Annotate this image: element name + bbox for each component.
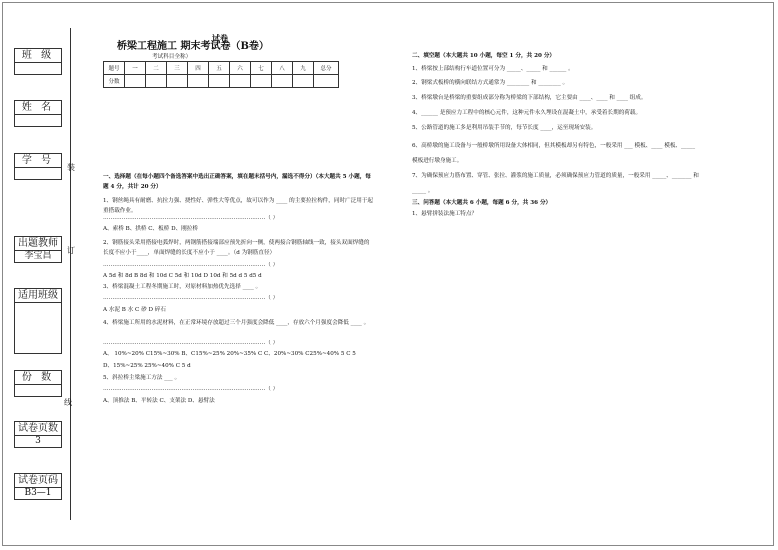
score-cell: 二 bbox=[146, 62, 167, 75]
binding-mark-ding: 订 bbox=[67, 246, 75, 255]
score-input[interactable] bbox=[125, 75, 146, 88]
student-id-box bbox=[14, 153, 62, 180]
score-cell: 四 bbox=[188, 62, 209, 75]
answer-blank-1-1[interactable]: ……………………………………………………………………………（ ） bbox=[103, 215, 279, 221]
binding-mark-xian: 线 bbox=[64, 398, 72, 407]
exam-title: 桥梁工程施工 期末考试卷（B卷） bbox=[117, 41, 269, 52]
score-cell: 八 bbox=[272, 62, 293, 75]
applicable-class-box bbox=[14, 288, 62, 354]
score-cell: 一 bbox=[125, 62, 146, 75]
score-input[interactable] bbox=[209, 75, 230, 88]
section-2-heading: 二、填空题（本大题共 10 小题，每空 1 分，共 20 分） bbox=[412, 53, 556, 59]
student-id-label: 学 号 bbox=[15, 154, 61, 168]
options-1-5: A、顶推法 B、平转法 C、支架法 D、悬臂法 bbox=[103, 398, 215, 404]
score-input[interactable] bbox=[230, 75, 251, 88]
options-1-3: A 水泥 B 水 C 砂 D 碎石 bbox=[103, 307, 166, 313]
question-2-7: 7、为确保预应力筋布置、穿管、张拉、灌浆的施工质量，必须确保预应力管道的质量，一般采用 _____、_______ 和 _____ 。 bbox=[412, 173, 699, 194]
page-count-box bbox=[14, 421, 62, 448]
question-2-4: 4、______ 是预应力工程中的核心元件，这种元件永久埋设在混凝土中，承受着长期的荷载。 bbox=[412, 110, 642, 116]
top-title: 试卷 bbox=[212, 33, 228, 43]
options-1-4b: D、15%~25% 25%~40% C 5 d bbox=[103, 363, 191, 369]
score-cell: 总分 bbox=[314, 62, 339, 75]
student-id-value[interactable] bbox=[15, 168, 61, 179]
question-3-1: 1、悬臂拼装法施工特点？ bbox=[412, 211, 478, 217]
question-2-2: 2、钢梁式板桥的横向联结方式通常为 ________ 和 ________ 。 bbox=[412, 80, 569, 86]
question-1-5: 5、斜拉桥主梁施工方法 ___ 。 bbox=[103, 375, 181, 381]
applicable-class-label: 适用班级 bbox=[15, 289, 61, 303]
answer-blank-1-4[interactable]: ……………………………………………………………………………（ ） bbox=[103, 340, 279, 346]
score-cell: 三 bbox=[167, 62, 188, 75]
score-input[interactable] bbox=[314, 75, 339, 88]
options-1-1: A、索桥 B、拱桥 C、板桥 D、刚拉桥 bbox=[103, 226, 198, 232]
question-1-3: 3、桥梁混凝土工程冬期施工时，对原材料加热优先选择 ____ 。 bbox=[103, 284, 262, 290]
score-cell: 六 bbox=[230, 62, 251, 75]
class-label: 班 级 bbox=[15, 49, 61, 63]
teacher-label: 出题教师 bbox=[15, 237, 61, 251]
copies-box bbox=[14, 370, 62, 397]
teacher-value: 李宝昌 bbox=[24, 251, 52, 261]
page-code-value: B3—1 bbox=[24, 488, 52, 498]
section-1-heading: 一、选择题（在每小题四个备选答案中选出正确答案，填在题末括号内，漏选不得分）（本大题共 5 小题，每题 4 分，共计 20 分） bbox=[103, 174, 371, 190]
score-input[interactable] bbox=[167, 75, 188, 88]
question-2-5: 5、公路管道的施工多是利用吊装手节的，每节长度 ____，运至现场安装。 bbox=[412, 125, 597, 131]
question-1-4: 4、桥梁施工所用的水泥材料，在正常环境存放超过三个月强度会降低 ____，存放六个月强度会降低 ____ 。 bbox=[103, 320, 370, 326]
question-2-3: 3、桥梁墩台是桥梁的重要组成部分称为桥梁的下部结构，它主要由 ____、____ 和 ____ 组成。 bbox=[412, 95, 647, 101]
options-1-2: A 5d 和 8d B 8d 和 10d C 5d 和 10d D 10d 和 5d d 5 d5 d bbox=[103, 273, 262, 279]
score-cell: 五 bbox=[209, 62, 230, 75]
copies-label: 份 数 bbox=[15, 371, 61, 385]
score-input[interactable] bbox=[188, 75, 209, 88]
question-2-1: 1、桥梁按上部结构行车道位置可分为 _____、_____ 和 ______ 。 bbox=[412, 66, 574, 72]
copies-value[interactable] bbox=[15, 385, 61, 396]
answer-blank-1-5[interactable]: ……………………………………………………………………………（ ） bbox=[103, 386, 279, 392]
score-input[interactable] bbox=[293, 75, 314, 88]
name-label: 姓 名 bbox=[15, 101, 61, 115]
teacher-box bbox=[14, 236, 62, 263]
question-1-2: 2、钢筋接头采用搭接电弧焊时，两钢筋搭接端部应预先折向一侧，使两接合钢筋轴线一致，接头双面焊缝的长度不应小于____，单面焊缝的长度不应小于 ____。（d 为钢筋直径） bbox=[103, 240, 370, 256]
score-table bbox=[103, 61, 339, 88]
score-cell: 九 bbox=[293, 62, 314, 75]
answer-blank-1-3[interactable]: ……………………………………………………………………………（ ） bbox=[103, 295, 279, 301]
page-count-value: 3 bbox=[35, 436, 41, 446]
binding-line bbox=[70, 28, 71, 520]
name-box bbox=[14, 100, 62, 127]
section-3-heading: 三、问答题（本大题共 6 小题，每题 6 分，共 36 分） bbox=[412, 200, 552, 206]
page-code-label: 试卷页码 bbox=[15, 474, 61, 488]
score-cell: 分数 bbox=[104, 75, 125, 88]
class-value[interactable] bbox=[15, 63, 61, 74]
score-cell: 七 bbox=[251, 62, 272, 75]
score-input[interactable] bbox=[251, 75, 272, 88]
score-input[interactable] bbox=[272, 75, 293, 88]
page-code-box bbox=[14, 473, 62, 500]
score-input[interactable] bbox=[146, 75, 167, 88]
binding-mark-zhuang: 装 bbox=[67, 163, 75, 172]
score-table-header-row bbox=[104, 62, 339, 75]
name-value[interactable] bbox=[15, 115, 61, 126]
question-1-1: 1、钢丝绳具有耐磨、抗拉力强、挠性好、弹性大等优点，故可以作为 ____ 的主要拉拉构件，同时广泛用于起重搭载作业。 bbox=[103, 198, 374, 214]
answer-blank-1-2[interactable]: ……………………………………………………………………………（ ） bbox=[103, 262, 279, 268]
class-box bbox=[14, 48, 62, 75]
exam-subtitle: 考试科目全称） bbox=[152, 54, 192, 60]
question-2-6: 6、高桥墩的施工设备与一般桥墩所用设备大体相同，但其模板却另有特色，一般采用 ___ 模板、____ 模板、_____ 模板进行墩身施工。 bbox=[412, 143, 695, 164]
options-1-4a: A、 10%~20% C15%~30% B、C15%~25% 20%~35% C C、20%~30% C25%~40% 5 C 5 bbox=[103, 351, 356, 357]
page-count-label: 试卷页数 bbox=[15, 422, 61, 436]
score-cell: 题号 bbox=[104, 62, 125, 75]
score-table-score-row bbox=[104, 75, 339, 88]
